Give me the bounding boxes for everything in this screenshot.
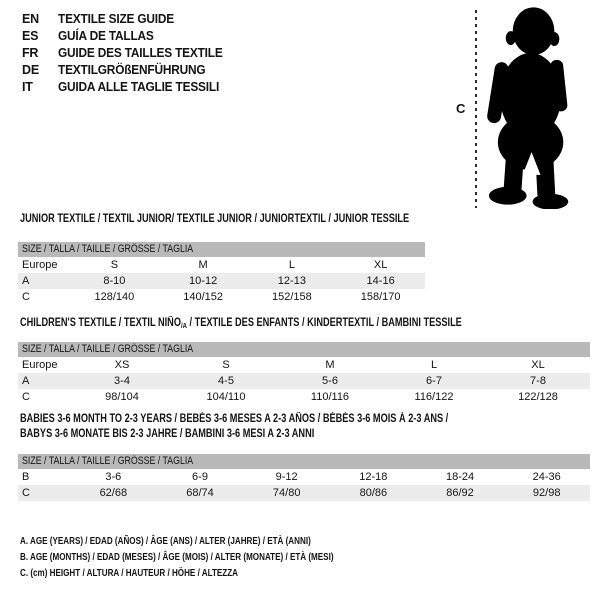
table-cell: 7-8 (530, 375, 546, 387)
table-cell: 8-10 (103, 275, 126, 287)
legend-item (22, 79, 231, 96)
table-cell: 6-9 (192, 471, 208, 483)
table-title (20, 212, 506, 227)
table-cell: 3-4 (114, 375, 130, 387)
table-title-line (20, 212, 506, 227)
table-cell: 3-6 (105, 471, 122, 483)
title-subscript: /A (180, 321, 187, 330)
footnote-text: B. AGE (MONTHS) / EDAD (MESES) / ÂGE (MOIS) / ALTER (MONATE) / ETÀ (MESI) (20, 551, 334, 563)
row-label: Europe (22, 359, 58, 371)
table-cell: 68/74 (186, 487, 214, 499)
language-label: GUIDA ALLE TAGLIE TESSILI (58, 80, 220, 94)
table-cell: 116/122 (414, 391, 454, 403)
table-cell: 74/80 (272, 487, 301, 499)
table-title-text (20, 212, 409, 227)
size-table-junior (18, 212, 425, 314)
table-header (18, 342, 590, 357)
table-cell: 128/140 (94, 291, 135, 303)
language-code: DE (22, 63, 39, 77)
table-title-line (20, 427, 555, 442)
size-table (18, 342, 590, 405)
legend-item (22, 11, 231, 28)
table-cell: 62/68 (99, 487, 128, 499)
language-label: TEXTILE SIZE GUIDE (58, 12, 175, 26)
footnote (20, 533, 427, 549)
table-title-text (20, 316, 462, 333)
size-table (18, 454, 590, 501)
table-cell: 104/110 (206, 391, 246, 403)
table-header-text: SIZE / TALLA / TAILLE / GRÖSSE / TAGLIA (22, 243, 194, 255)
table-row (18, 389, 590, 405)
row-label: B (22, 471, 30, 483)
legend-item (22, 28, 231, 45)
footnote-text: A. AGE (YEARS) / EDAD (AÑOS) / ÂGE (ANS) / ALTER (JAHRE) / ETÀ (ANNI) (20, 535, 311, 547)
table-cell: 86/92 (446, 487, 474, 499)
table-cell: 98/104 (105, 391, 139, 403)
language-label: GUIDE DES TAILLES TEXTILE (58, 46, 223, 60)
table-cell: XL (531, 359, 545, 371)
size-table (18, 242, 425, 305)
table-cell: 122/128 (518, 391, 558, 403)
toddler-silhouette-icon (481, 4, 596, 209)
table-cell: 92/98 (532, 487, 561, 499)
row-label: A (22, 375, 30, 387)
footnote (20, 565, 427, 581)
table-row (18, 273, 425, 289)
table-cell: 12-13 (277, 275, 306, 287)
row-label: Europe (22, 259, 58, 271)
table-cell: S (222, 359, 230, 371)
language-label: TEXTILGRÖßENFÜHRUNG (58, 63, 206, 77)
height-dashed-line (475, 10, 477, 208)
table-cell: 110/116 (310, 391, 350, 403)
table-cell: 9-12 (275, 471, 298, 483)
language-code: ES (22, 29, 39, 43)
table-cell: 80/86 (359, 487, 388, 499)
table-row (18, 289, 425, 305)
table-cell: 140/152 (183, 291, 223, 303)
row-label: A (22, 275, 30, 287)
table-cell: 10-12 (189, 275, 218, 287)
footnote-text: C. (cm) HEIGHT / ALTURA / HAUTEUR / HÖHE / ALTEZZA (20, 567, 238, 579)
table-cell: 14-16 (366, 275, 395, 287)
table-cell: L (288, 259, 295, 271)
row-label: C (22, 487, 30, 499)
title-segment: BABIES 3-6 MONTH TO 2-3 YEARS / BEBÉS 3-6 MESES A 2-3 AÑOS / BÉBÉS 3-6 MOIS À 2-3 ANS / (20, 413, 449, 425)
table-cell: 12-18 (359, 471, 388, 483)
table-cell: L (430, 359, 438, 371)
table-cell: 24-36 (532, 471, 561, 483)
legend-item (22, 45, 231, 62)
size-table-children (18, 316, 590, 412)
table-title (20, 412, 555, 442)
title-segment: JUNIOR TEXTILE / TEXTIL JUNIOR/ TEXTILE JUNIOR / JUNIORTEXTIL / JUNIOR TESSILE (20, 213, 410, 225)
table-cell: 152/158 (271, 291, 312, 303)
table-row (18, 373, 590, 389)
table-cell: S (110, 259, 119, 271)
table-cell: 6-7 (426, 375, 442, 387)
table-header (18, 242, 425, 257)
table-title (20, 316, 572, 333)
row-label: C (22, 391, 30, 403)
title-segment: / TEXTILE DES ENFANTS / KINDERTEXTIL / BAMBINI TESSILE (186, 317, 462, 329)
table-header-text: SIZE / TALLA / TAILLE / GRÖSSE / TAGLIA (22, 455, 194, 467)
table-title-line (20, 412, 555, 427)
footnote (20, 549, 427, 565)
table-row (18, 257, 425, 273)
table-row (18, 357, 590, 373)
table-cell: 18-24 (445, 471, 475, 483)
table-cell: M (198, 259, 208, 271)
language-code: IT (22, 80, 33, 94)
table-title-text (20, 427, 314, 442)
table-title-line (20, 316, 572, 333)
table-row (18, 485, 590, 501)
language-code: EN (22, 12, 39, 26)
language-code: FR (22, 46, 39, 60)
table-title-text (20, 412, 448, 427)
table-cell: 4-5 (218, 375, 234, 387)
table-row (18, 469, 590, 485)
title-segment: CHILDREN'S TEXTILE / TEXTIL NIÑO (20, 317, 181, 329)
language-legend (22, 11, 231, 96)
table-cell: M (325, 359, 335, 371)
legend-item (22, 62, 231, 79)
language-label: GUÍA DE TALLAS (58, 29, 154, 43)
table-cell: XL (373, 259, 388, 271)
table-header (18, 454, 590, 469)
row-label: C (22, 291, 30, 303)
footnotes (20, 533, 427, 581)
table-body (18, 357, 590, 405)
size-table-babies (18, 412, 590, 504)
title-segment: BABYS 3-6 MONATE BIS 2-3 JAHRE / BAMBINI 3-6 MESI A 2-3 ANNI (20, 428, 315, 440)
height-c-label: C (456, 101, 466, 116)
table-cell: XS (114, 359, 130, 371)
table-body (18, 257, 425, 305)
table-cell: 5-6 (322, 375, 338, 387)
table-cell: 158/170 (360, 291, 401, 303)
table-header-text: SIZE / TALLA / TAILLE / GRÖSSE / TAGLIA (22, 343, 194, 355)
table-body (18, 469, 590, 501)
